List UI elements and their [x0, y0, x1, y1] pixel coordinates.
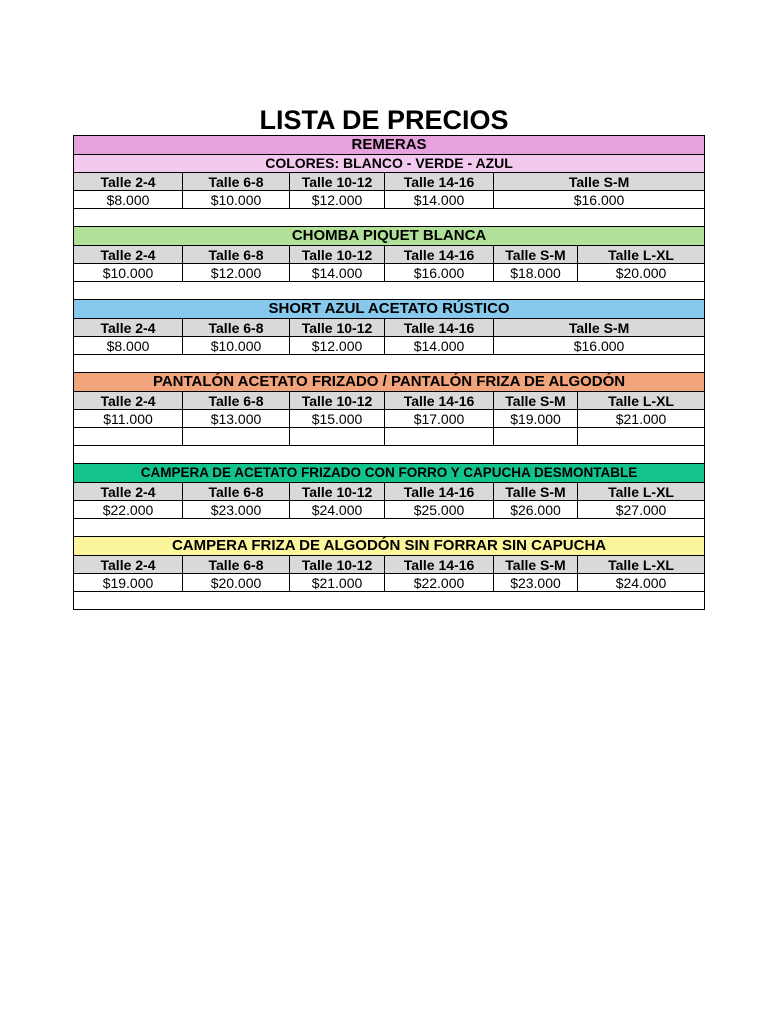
spacer-row [74, 355, 705, 373]
size-header: Talle 14-16 [385, 319, 494, 337]
empty-cell [494, 428, 578, 446]
size-header: Talle 2-4 [74, 483, 183, 501]
price-row [74, 574, 705, 592]
price-cell: $10.000 [183, 191, 290, 209]
price-cell: $16.000 [385, 264, 494, 282]
price-cell: $15.000 [290, 410, 385, 428]
size-header: Talle 6-8 [183, 246, 290, 264]
size-header: Talle 14-16 [385, 173, 494, 191]
empty-row [74, 428, 705, 446]
price-cell: $16.000 [494, 191, 705, 209]
spacer-row [74, 209, 705, 227]
price-cell: $10.000 [74, 264, 183, 282]
price-cell: $22.000 [385, 574, 494, 592]
size-header: Talle 2-4 [74, 556, 183, 574]
size-header: Talle 14-16 [385, 483, 494, 501]
section-title: CAMPERA FRIZA DE ALGODÓN SIN FORRAR SIN CAPUCHA [74, 537, 705, 556]
size-header: Talle S-M [494, 173, 705, 191]
price-row [74, 337, 705, 355]
size-header: Talle S-M [494, 246, 578, 264]
header-row [74, 246, 705, 264]
size-header: Talle L-XL [578, 556, 705, 574]
empty-cell [74, 519, 705, 537]
spacer-row [74, 592, 705, 610]
size-header: Talle S-M [494, 483, 578, 501]
section-subtitle: COLORES: BLANCO - VERDE - AZUL [74, 155, 705, 173]
header-row [74, 392, 705, 410]
empty-cell [578, 428, 705, 446]
size-header: Talle 2-4 [74, 392, 183, 410]
size-header: Talle 10-12 [290, 173, 385, 191]
empty-cell [74, 282, 705, 300]
price-cell: $11.000 [74, 410, 183, 428]
empty-cell [290, 428, 385, 446]
size-header: Talle 6-8 [183, 556, 290, 574]
page-title: LISTA DE PRECIOS [259, 105, 509, 135]
size-header: Talle L-XL [578, 483, 705, 501]
size-header: Talle 10-12 [290, 556, 385, 574]
section-pantalon-title-row [74, 373, 705, 392]
price-cell: $14.000 [385, 191, 494, 209]
price-cell: $25.000 [385, 501, 494, 519]
price-cell: $23.000 [494, 574, 578, 592]
price-cell: $23.000 [183, 501, 290, 519]
price-row [74, 191, 705, 209]
size-header: Talle 6-8 [183, 319, 290, 337]
price-table [73, 135, 705, 610]
size-header: Talle 6-8 [183, 483, 290, 501]
empty-cell [74, 592, 705, 610]
price-cell: $27.000 [578, 501, 705, 519]
size-header: Talle S-M [494, 319, 705, 337]
price-cell: $20.000 [183, 574, 290, 592]
price-row [74, 410, 705, 428]
size-header: Talle 2-4 [74, 173, 183, 191]
size-header: Talle 6-8 [183, 173, 290, 191]
empty-cell [385, 428, 494, 446]
empty-cell [74, 446, 705, 464]
size-header: Talle 10-12 [290, 319, 385, 337]
empty-cell [74, 428, 183, 446]
section-title: CAMPERA DE ACETATO FRIZADO CON FORRO Y CAPUCHA DESMONTABLE [74, 464, 705, 483]
size-header: Talle 2-4 [74, 246, 183, 264]
price-cell: $8.000 [74, 337, 183, 355]
section-title: PANTALÓN ACETATO FRIZADO / PANTALÓN FRIZA DE ALGODÓN [74, 373, 705, 392]
size-header: Talle 14-16 [385, 392, 494, 410]
price-cell: $26.000 [494, 501, 578, 519]
size-header: Talle 14-16 [385, 556, 494, 574]
spacer-row [74, 446, 705, 464]
section-remeras-title-row [74, 136, 705, 155]
section-campera-friza-title-row [74, 537, 705, 556]
price-cell: $17.000 [385, 410, 494, 428]
spacer-row [74, 282, 705, 300]
section-chomba-title-row [74, 227, 705, 246]
empty-cell [74, 355, 705, 373]
size-header: Talle 10-12 [290, 246, 385, 264]
price-cell: $12.000 [290, 191, 385, 209]
price-cell: $8.000 [74, 191, 183, 209]
price-cell: $14.000 [290, 264, 385, 282]
price-cell: $12.000 [290, 337, 385, 355]
size-header: Talle 14-16 [385, 246, 494, 264]
empty-cell [183, 428, 290, 446]
size-header: Talle S-M [494, 392, 578, 410]
price-cell: $24.000 [578, 574, 705, 592]
header-row [74, 173, 705, 191]
header-row [74, 319, 705, 337]
section-title: REMERAS [74, 136, 705, 155]
price-cell: $24.000 [290, 501, 385, 519]
price-cell: $14.000 [385, 337, 494, 355]
price-row [74, 501, 705, 519]
section-title: CHOMBA PIQUET BLANCA [74, 227, 705, 246]
price-cell: $16.000 [494, 337, 705, 355]
empty-cell [74, 209, 705, 227]
price-cell: $20.000 [578, 264, 705, 282]
price-cell: $10.000 [183, 337, 290, 355]
header-row [74, 556, 705, 574]
section-campera-acetato-title-row [74, 464, 705, 483]
size-header: Talle L-XL [578, 246, 705, 264]
price-cell: $21.000 [578, 410, 705, 428]
section-short-title-row [74, 300, 705, 319]
size-header: Talle L-XL [578, 392, 705, 410]
price-cell: $19.000 [494, 410, 578, 428]
spacer-row [74, 519, 705, 537]
size-header: Talle 2-4 [74, 319, 183, 337]
section-title: SHORT AZUL ACETATO RÚSTICO [74, 300, 705, 319]
price-cell: $13.000 [183, 410, 290, 428]
price-cell: $22.000 [74, 501, 183, 519]
price-cell: $18.000 [494, 264, 578, 282]
section-remeras-subtitle-row [74, 155, 705, 173]
size-header: Talle S-M [494, 556, 578, 574]
price-cell: $19.000 [74, 574, 183, 592]
price-cell: $12.000 [183, 264, 290, 282]
price-row [74, 264, 705, 282]
size-header: Talle 10-12 [290, 483, 385, 501]
price-cell: $21.000 [290, 574, 385, 592]
header-row [74, 483, 705, 501]
size-header: Talle 6-8 [183, 392, 290, 410]
size-header: Talle 10-12 [290, 392, 385, 410]
